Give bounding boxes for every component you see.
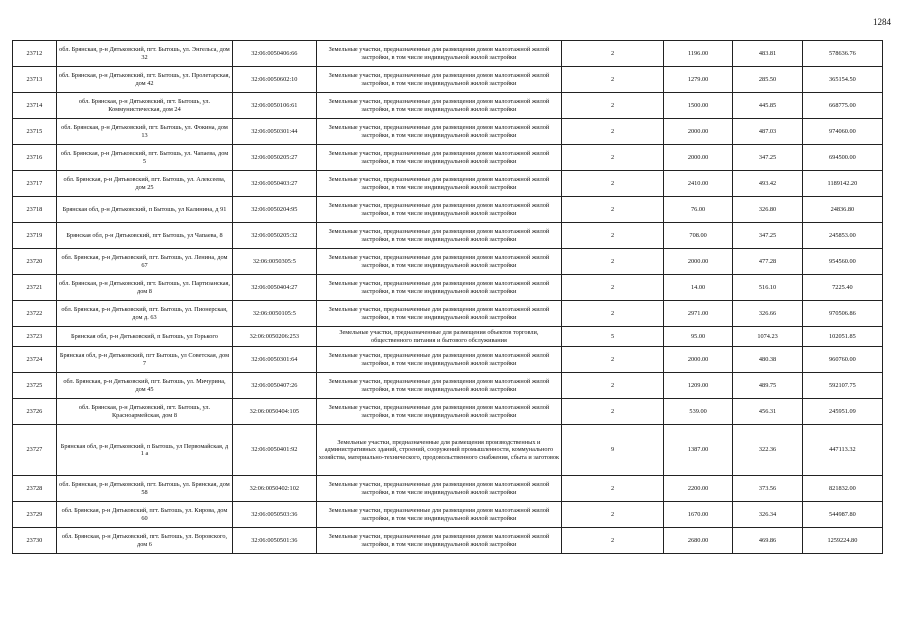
permitted-use-cell: Земельные участки, предназначенные для размещения домов малоэтажной жилой застройки, в том числе индивидуальной жилой застройки (316, 67, 562, 93)
table-row (13, 197, 883, 223)
area-cell: 2680.00 (663, 528, 732, 554)
address-cell: обл. Брянская, р-н Дятьковский, пгт. Бытошь, ул. Ленина, дом 67 (56, 249, 232, 275)
address-cell: Брянская обл, р-н Дятьковский, п Бытошь, ул Горького (56, 327, 232, 347)
specific-value-cell: 285.50 (733, 67, 802, 93)
specific-value-cell: 326.80 (733, 197, 802, 223)
permitted-use-cell: Земельные участки, предназначенные для размещения домов малоэтажной жилой застройки, в том числе индивидуальной жилой застройки (316, 301, 562, 327)
specific-value-cell: 480.38 (733, 347, 802, 373)
table-row (13, 171, 883, 197)
cadastral-number-cell: 32:06:0050602:10 (233, 67, 316, 93)
specific-value-cell: 445.85 (733, 93, 802, 119)
table-row (13, 41, 883, 67)
use-group-cell: 2 (562, 347, 664, 373)
permitted-use-cell: Земельные участки, предназначенные для размещения домов малоэтажной жилой застройки, в том числе индивидуальной жилой застройки (316, 502, 562, 528)
permitted-use-cell: Земельные участки, предназначенные для размещения домов малоэтажной жилой застройки, в том числе индивидуальной жилой застройки (316, 528, 562, 554)
use-group-cell: 2 (562, 93, 664, 119)
cadastral-value-cell: 102051.85 (802, 327, 882, 347)
permitted-use-cell: Земельные участки, предназначенные для размещения домов малоэтажной жилой застройки, в том числе индивидуальной жилой застройки (316, 171, 562, 197)
cadastral-value-cell: 578636.76 (802, 41, 882, 67)
permitted-use-cell: Земельные участки, предназначенные для размещения домов малоэтажной жилой застройки, в том числе индивидуальной жилой застройки (316, 197, 562, 223)
cadastral-number-cell: 32:06:0050404:105 (233, 399, 316, 425)
row-number-cell: 23728 (13, 476, 57, 502)
table-row (13, 327, 883, 347)
address-cell: обл. Брянская, р-н Дятьковский, пгт. Бытошь, ул. Пролетарская, дом 42 (56, 67, 232, 93)
cadastral-number-cell: 32:06:0050503:36 (233, 502, 316, 528)
address-cell: обл. Брянская, р-н Дятьковский, пгт. Бытошь, ул. Коммунистическая, дом 24 (56, 93, 232, 119)
area-cell: 1387.00 (663, 425, 732, 476)
address-cell: Брянская обл, р-н Дятьковский, п Бытошь, ул Калинина, д 91 (56, 197, 232, 223)
address-cell: обл. Брянская, р-н Дятьковский, пгт. Бытошь, ул. Брянская, дом 58 (56, 476, 232, 502)
table-row (13, 223, 883, 249)
address-cell: обл. Брянская, р-н Дятьковский, пгт. Бытошь, ул. Воровского, дом 6 (56, 528, 232, 554)
cadastral-value-cell: 974060.00 (802, 119, 882, 145)
area-cell: 2000.00 (663, 347, 732, 373)
table-row (13, 119, 883, 145)
use-group-cell: 9 (562, 425, 664, 476)
specific-value-cell: 326.34 (733, 502, 802, 528)
address-cell: обл. Брянская, р-н Дятьковский, пгт. Бытошь, ул. Энгельса, дом 32 (56, 41, 232, 67)
cadastral-value-cell: 694500.00 (802, 145, 882, 171)
permitted-use-cell: Земельные участки, предназначенные для размещения производственных и административных зданий, строений, сооружений промышленности, коммунального хозяйства, материально-технического, продовольственного снабжения, сбыта и заготовок (316, 425, 562, 476)
area-cell: 1500.00 (663, 93, 732, 119)
use-group-cell: 2 (562, 119, 664, 145)
cadastral-value-cell: 7225.40 (802, 275, 882, 301)
specific-value-cell: 326.66 (733, 301, 802, 327)
cadastral-number-cell: 32:06:0050205:27 (233, 145, 316, 171)
area-cell: 539.00 (663, 399, 732, 425)
area-cell: 2971.00 (663, 301, 732, 327)
row-number-cell: 23716 (13, 145, 57, 171)
cadastral-value-cell: 1259224.80 (802, 528, 882, 554)
use-group-cell: 2 (562, 399, 664, 425)
address-cell: обл. Брянская, р-н Дятьковский, пгт. Бытошь, ул. Кирова, дом 60 (56, 502, 232, 528)
area-cell: 1209.00 (663, 373, 732, 399)
area-cell: 95.00 (663, 327, 732, 347)
area-cell: 1279.00 (663, 67, 732, 93)
area-cell: 76.00 (663, 197, 732, 223)
cadastral-number-cell: 32:06:0050204:95 (233, 197, 316, 223)
cadastral-number-cell: 32:06:0050406:66 (233, 41, 316, 67)
address-cell: обл. Брянская, р-н Дятьковский, пгт. Бытошь, ул. Красноармейская, дом 8 (56, 399, 232, 425)
row-number-cell: 23730 (13, 528, 57, 554)
specific-value-cell: 487.03 (733, 119, 802, 145)
cadastral-number-cell: 32:06:0050402:102 (233, 476, 316, 502)
cadastral-value-cell: 365154.50 (802, 67, 882, 93)
table-row (13, 347, 883, 373)
specific-value-cell: 469.86 (733, 528, 802, 554)
permitted-use-cell: Земельные участки, предназначенные для размещения домов малоэтажной жилой застройки, в том числе индивидуальной жилой застройки (316, 145, 562, 171)
cadastral-value-cell: 245951.09 (802, 399, 882, 425)
row-number-cell: 23727 (13, 425, 57, 476)
table-body (13, 41, 883, 554)
table-row (13, 275, 883, 301)
permitted-use-cell: Земельные участки, предназначенные для размещения домов малоэтажной жилой застройки, в том числе индивидуальной жилой застройки (316, 476, 562, 502)
cadastral-value-cell: 245853.00 (802, 223, 882, 249)
area-cell: 2410.00 (663, 171, 732, 197)
address-cell: Брянская обл, р-н Дятьковский, пгт Бытошь, ул Чапаева, 8 (56, 223, 232, 249)
row-number-cell: 23721 (13, 275, 57, 301)
specific-value-cell: 489.75 (733, 373, 802, 399)
area-cell: 14.00 (663, 275, 732, 301)
table-row (13, 145, 883, 171)
cadastral-number-cell: 32:06:0050403:27 (233, 171, 316, 197)
permitted-use-cell: Земельные участки, предназначенные для размещения домов малоэтажной жилой застройки, в том числе индивидуальной жилой застройки (316, 399, 562, 425)
cadastral-number-cell: 32:06:0050407:26 (233, 373, 316, 399)
cadastral-number-cell: 32:06:0050105:5 (233, 301, 316, 327)
permitted-use-cell: Земельные участки, предназначенные для размещения домов малоэтажной жилой застройки, в том числе индивидуальной жилой застройки (316, 275, 562, 301)
row-number-cell: 23715 (13, 119, 57, 145)
table-row (13, 301, 883, 327)
row-number-cell: 23726 (13, 399, 57, 425)
permitted-use-cell: Земельные участки, предназначенные для размещения объектов торговли, общественного питания и бытового обслуживания (316, 327, 562, 347)
use-group-cell: 2 (562, 373, 664, 399)
address-cell: обл. Брянская, р-н Дятьковский, пгт. Бытошь, ул. Фокина, дом 13 (56, 119, 232, 145)
cadastral-value-cell: 970506.86 (802, 301, 882, 327)
specific-value-cell: 322.36 (733, 425, 802, 476)
use-group-cell: 2 (562, 223, 664, 249)
use-group-cell: 2 (562, 171, 664, 197)
cadastral-number-cell: 32:06:0050404:27 (233, 275, 316, 301)
row-number-cell: 23722 (13, 301, 57, 327)
use-group-cell: 2 (562, 528, 664, 554)
area-cell: 2200.00 (663, 476, 732, 502)
cadastral-number-cell: 32:06:0050401:92 (233, 425, 316, 476)
cadastral-number-cell: 32:06:0050106:61 (233, 93, 316, 119)
use-group-cell: 2 (562, 67, 664, 93)
use-group-cell: 5 (562, 327, 664, 347)
row-number-cell: 23718 (13, 197, 57, 223)
specific-value-cell: 483.81 (733, 41, 802, 67)
permitted-use-cell: Земельные участки, предназначенные для размещения домов малоэтажной жилой застройки, в том числе индивидуальной жилой застройки (316, 93, 562, 119)
specific-value-cell: 493.42 (733, 171, 802, 197)
cadastral-value-cell: 592107.75 (802, 373, 882, 399)
permitted-use-cell: Земельные участки, предназначенные для размещения домов малоэтажной жилой застройки, в том числе индивидуальной жилой застройки (316, 373, 562, 399)
page-number: 1284 (873, 17, 891, 27)
table-row (13, 502, 883, 528)
address-cell: обл. Брянская, р-н Дятьковский, пгт. Бытошь, ул. Мичурина, дом 45 (56, 373, 232, 399)
table-row (13, 425, 883, 476)
cadastral-value-cell: 668775.00 (802, 93, 882, 119)
address-cell: обл. Брянская, р-н Дятьковский, пгт. Бытошь, ул. Алексеева, дом 25 (56, 171, 232, 197)
address-cell: Брянская обл, р-н Дятьковский, п Бытошь, ул Первомайская, д 1 а (56, 425, 232, 476)
specific-value-cell: 347.25 (733, 223, 802, 249)
cadastral-value-cell: 1189142.20 (802, 171, 882, 197)
use-group-cell: 2 (562, 41, 664, 67)
specific-value-cell: 477.28 (733, 249, 802, 275)
row-number-cell: 23720 (13, 249, 57, 275)
row-number-cell: 23712 (13, 41, 57, 67)
use-group-cell: 2 (562, 476, 664, 502)
table-row (13, 93, 883, 119)
row-number-cell: 23729 (13, 502, 57, 528)
table-row (13, 528, 883, 554)
specific-value-cell: 1074.23 (733, 327, 802, 347)
use-group-cell: 2 (562, 275, 664, 301)
permitted-use-cell: Земельные участки, предназначенные для размещения домов малоэтажной жилой застройки, в том числе индивидуальной жилой застройки (316, 347, 562, 373)
address-cell: обл. Брянская, р-н Дятьковский, пгт. Бытошь, ул. Партизанская, дом 8 (56, 275, 232, 301)
row-number-cell: 23719 (13, 223, 57, 249)
cadastral-value-cell: 954560.00 (802, 249, 882, 275)
row-number-cell: 23713 (13, 67, 57, 93)
cadastral-value-cell: 821832.00 (802, 476, 882, 502)
area-cell: 2000.00 (663, 145, 732, 171)
table-row (13, 67, 883, 93)
area-cell: 2000.00 (663, 249, 732, 275)
table-row (13, 399, 883, 425)
cadastral-number-cell: 32:06:0050206:253 (233, 327, 316, 347)
specific-value-cell: 347.25 (733, 145, 802, 171)
cadastral-value-table (12, 40, 883, 554)
specific-value-cell: 456.31 (733, 399, 802, 425)
row-number-cell: 23724 (13, 347, 57, 373)
cadastral-number-cell: 32:06:0050301:64 (233, 347, 316, 373)
area-cell: 1670.00 (663, 502, 732, 528)
cadastral-number-cell: 32:06:0050501:36 (233, 528, 316, 554)
cadastral-value-cell: 960760.00 (802, 347, 882, 373)
cadastral-number-cell: 32:06:0050305:5 (233, 249, 316, 275)
use-group-cell: 2 (562, 301, 664, 327)
specific-value-cell: 516.10 (733, 275, 802, 301)
address-cell: обл. Брянская, р-н Дятьковский, пгт. Бытошь, ул. Чапаева, дом 5 (56, 145, 232, 171)
cadastral-number-cell: 32:06:0050301:44 (233, 119, 316, 145)
row-number-cell: 23723 (13, 327, 57, 347)
table-row (13, 249, 883, 275)
use-group-cell: 2 (562, 502, 664, 528)
table-row (13, 476, 883, 502)
row-number-cell: 23714 (13, 93, 57, 119)
row-number-cell: 23725 (13, 373, 57, 399)
permitted-use-cell: Земельные участки, предназначенные для размещения домов малоэтажной жилой застройки, в том числе индивидуальной жилой застройки (316, 223, 562, 249)
use-group-cell: 2 (562, 145, 664, 171)
specific-value-cell: 373.56 (733, 476, 802, 502)
area-cell: 708.00 (663, 223, 732, 249)
use-group-cell: 2 (562, 249, 664, 275)
use-group-cell: 2 (562, 197, 664, 223)
cadastral-value-cell: 544987.80 (802, 502, 882, 528)
cadastral-value-cell: 447113.32 (802, 425, 882, 476)
area-cell: 1196.00 (663, 41, 732, 67)
cadastral-value-cell: 24836.80 (802, 197, 882, 223)
row-number-cell: 23717 (13, 171, 57, 197)
address-cell: обл. Брянская, р-н Дятьковский, пгт. Бытошь, ул. Пионерская, дом д. 63 (56, 301, 232, 327)
permitted-use-cell: Земельные участки, предназначенные для размещения домов малоэтажной жилой застройки, в том числе индивидуальной жилой застройки (316, 119, 562, 145)
permitted-use-cell: Земельные участки, предназначенные для размещения домов малоэтажной жилой застройки, в том числе индивидуальной жилой застройки (316, 41, 562, 67)
table-row (13, 373, 883, 399)
cadastral-number-cell: 32:06:0050205:32 (233, 223, 316, 249)
area-cell: 2000.00 (663, 119, 732, 145)
permitted-use-cell: Земельные участки, предназначенные для размещения домов малоэтажной жилой застройки, в том числе индивидуальной жилой застройки (316, 249, 562, 275)
address-cell: Брянская обл, р-н Дятьковский, пгт Бытошь, ул Советская, дом 7 (56, 347, 232, 373)
